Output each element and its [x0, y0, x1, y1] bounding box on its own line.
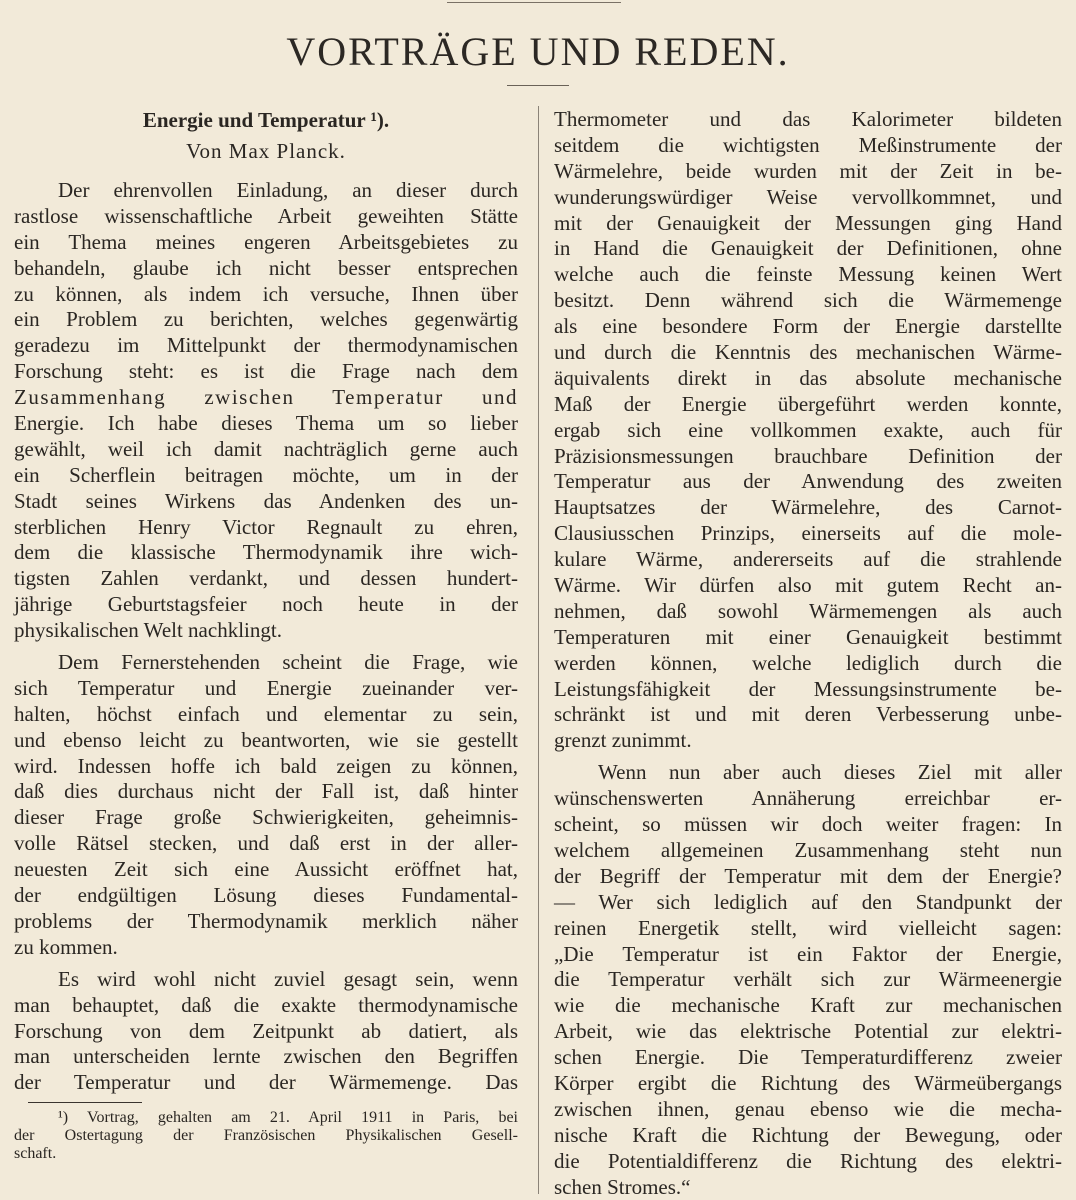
- text-line: gewählt, weil ich damit nachträglich gerne auch: [14, 436, 518, 461]
- text-line: mit der Genauigkeit der Messungen ging Hand: [554, 210, 1062, 235]
- text-line: neuesten Zeit sich eine Aussicht eröffnet hat,: [14, 857, 518, 882]
- text-line: Wärmelehre, beide wurden mit der Zeit in be-: [554, 158, 1062, 183]
- footnote-rule: [28, 1102, 142, 1103]
- text-line: nische Kraft die Richtung der Bewegung, oder: [554, 1122, 1062, 1147]
- paragraph: [14, 650, 518, 961]
- text-line: ein Problem zu berichten, welches gegenwärtig: [14, 307, 518, 332]
- text-line: sterblichen Henry Victor Regnault zu ehren,: [14, 514, 518, 539]
- text-line: grenzt zunimmt.: [554, 728, 692, 753]
- text-line: werden können, welche lediglich durch die: [554, 650, 1062, 675]
- text-line: kulare Wärme, andererseits auf die strahlende: [554, 547, 1062, 572]
- text-line: schen Energie. Die Temperaturdifferenz zweier: [554, 1045, 1062, 1070]
- text-line: die Potentialdifferenz die Richtung des elektri-: [554, 1148, 1062, 1173]
- text-line: Temperaturen mit einer Genauigkeit bestimmt: [554, 624, 1062, 649]
- text-line: Leistungsfähigkeit der Messungsinstrumente be-: [554, 676, 1062, 701]
- text-line: wie die mechanische Kraft zur mechanischen: [554, 993, 1062, 1018]
- text-line: scheint, so müssen wir doch weiter fragen: In: [554, 812, 1062, 837]
- paragraph: [554, 760, 1062, 1200]
- text-line: man unterscheiden lernte zwischen den Begriffen: [14, 1044, 518, 1069]
- text-line: schränkt ist und mit deren Verbesserung unbe-: [554, 702, 1062, 727]
- text-line: Temperatur aus der Anwendung des zweiten: [554, 469, 1062, 494]
- text-line: jährige Geburtstagsfeier noch heute in der: [14, 592, 518, 617]
- text-line: wunderungswürdiger Weise vervollkommnet, und: [554, 184, 1062, 209]
- top-rule: [447, 2, 621, 3]
- text-line: zwischen ihnen, genau ebenso wie die mecha-: [554, 1096, 1062, 1121]
- article-author: Von Max Planck.: [186, 139, 346, 163]
- text-line: der endgültigen Lösung dieses Fundamental-: [14, 883, 518, 908]
- text-line: Präzisionsmessungen brauchbare Definition der: [554, 443, 1062, 468]
- paragraph: [14, 178, 518, 644]
- text-line: welchem allgemeinen Zusammenhang steht nun: [554, 837, 1062, 862]
- text-line: welche auch die feinste Messung keinen Wert: [554, 262, 1062, 287]
- text-line: nehmen, daß sowohl Wärmemengen als auch: [554, 598, 1062, 623]
- text-line: reinen Energetik stellt, wird vielleicht sagen:: [554, 915, 1062, 940]
- text-line: wünschenswerten Annäherung erreichbar er-: [554, 786, 1062, 811]
- footnote-line: der Ostertagung der Französischen Physikalischen Gesell-: [14, 1127, 518, 1145]
- text-line: Arbeit, wie das elektrische Potential zur elektri-: [554, 1019, 1062, 1044]
- text-line: Hauptsatzes der Wärmelehre, des Carnot-: [554, 495, 1062, 520]
- paragraph: [14, 967, 518, 1096]
- text-line: Forschung steht: es ist die Frage nach dem: [14, 359, 518, 384]
- text-line: ein Thema meines engeren Arbeitsgebietes zu: [14, 229, 518, 254]
- text-line: tigsten Zahlen verdankt, und dessen hundert-: [14, 566, 518, 591]
- text-line: „Die Temperatur ist ein Faktor der Energie,: [554, 941, 1062, 966]
- text-line: man behauptet, daß die exakte thermodynamische: [14, 992, 518, 1017]
- text-line: Wenn nun aber auch dieses Ziel mit aller: [598, 760, 1062, 785]
- text-line: Wärme. Wir dürfen also mit gutem Recht an-: [554, 573, 1062, 598]
- text-line: die Temperatur verhält sich zur Wärmeenergie: [554, 967, 1062, 992]
- paragraph: [554, 107, 1062, 754]
- text-line: schen Stromes.“: [554, 1174, 691, 1199]
- text-line: rastlose wissenschaftliche Arbeit geweihten Stätte: [14, 203, 518, 228]
- footnote-line: schaft.: [14, 1145, 57, 1163]
- text-line: behandeln, glaube ich nicht besser entsprechen: [14, 255, 518, 280]
- right-column: [554, 107, 1062, 1200]
- text-line: Körper ergibt die Richtung des Wärmeübergangs: [554, 1070, 1062, 1095]
- text-line: — Wer sich lediglich auf den Standpunkt der: [554, 889, 1062, 914]
- text-line: und ebenso leicht zu beantworten, wie sie gestellt: [14, 727, 518, 752]
- column-divider: [538, 106, 539, 1194]
- text-line: wird. Indessen hoffe ich bald zeigen zu können,: [14, 753, 518, 778]
- text-line: dem die klassische Thermodynamik ihre wich-: [14, 540, 518, 565]
- text-line: Maß der Energie übergeführt werden konnte,: [554, 391, 1062, 416]
- text-line: Thermometer und das Kalorimeter bildeten: [554, 107, 1062, 131]
- text-line: Der ehrenvollen Einladung, an dieser durch: [58, 178, 518, 202]
- text-line: als eine besondere Form der Energie darstellte: [554, 314, 1062, 339]
- text-line: halten, höchst einfach und elementar zu sein,: [14, 701, 518, 726]
- text-line: der Begriff der Temperatur mit dem der Energie?: [554, 863, 1062, 888]
- text-line: Es wird wohl nicht zuviel gesagt sein, wenn: [58, 966, 518, 991]
- text-line: Dem Fernerstehenden scheint die Frage, wie: [58, 650, 518, 675]
- text-line: zu können, als indem ich versuche, Ihnen über: [14, 281, 518, 306]
- text-line: in Hand die Genauigkeit der Definitionen, ohne: [554, 236, 1062, 261]
- article-title: Energie und Temperatur ¹).: [142, 108, 390, 132]
- text-line: ergab sich eine vollkommen exakte, auch für: [554, 417, 1062, 442]
- text-line: dieser Frage große Schwierigkeiten, geheimnis-: [14, 805, 518, 830]
- text-line: Clausiusschen Prinzips, einerseits auf die mole-: [554, 521, 1062, 546]
- text-line: Energie. Ich habe dieses Thema um so lieber: [14, 411, 518, 436]
- text-line: Zusammenhang zwischen Temperatur und: [14, 385, 518, 410]
- text-line: problems der Thermodynamik merklich näher: [14, 908, 518, 933]
- footnote-line: ¹) Vortrag, gehalten am 21. April 1911 in Paris, bei: [58, 1109, 518, 1127]
- text-line: ein Scherflein beitragen möchte, um in der: [14, 462, 518, 487]
- left-column: [14, 107, 518, 1163]
- title-rule: [507, 85, 569, 86]
- text-line: sich Temperatur und Energie zueinander ver-: [14, 675, 518, 700]
- text-line: physikalischen Welt nachklingt.: [14, 618, 282, 643]
- text-line: Forschung von dem Zeitpunkt ab datiert, als: [14, 1018, 518, 1043]
- text-line: daß dies durchaus nicht der Fall ist, daß hinter: [14, 779, 518, 804]
- footnote: [14, 1109, 518, 1163]
- page-title: VORTRÄGE UND REDEN.: [286, 29, 790, 74]
- text-line: Stadt seines Wirkens das Andenken des un-: [14, 488, 518, 513]
- text-line: besitzt. Denn während sich die Wärmemenge: [554, 288, 1062, 313]
- text-line: geradezu im Mittelpunkt der thermodynamischen: [14, 333, 518, 358]
- text-line: seitdem die wichtigsten Meßinstrumente der: [554, 132, 1062, 157]
- text-line: der Temperatur und der Wärmemenge. Das: [14, 1070, 518, 1095]
- text-line: und durch die Kenntnis des mechanischen Wärme-: [554, 340, 1062, 365]
- text-line: volle Rätsel stecken, und daß erst in der aller-: [14, 831, 518, 856]
- text-line: zu kommen.: [14, 934, 118, 959]
- text-line: äquivalents direkt in das absolute mechanische: [554, 365, 1062, 390]
